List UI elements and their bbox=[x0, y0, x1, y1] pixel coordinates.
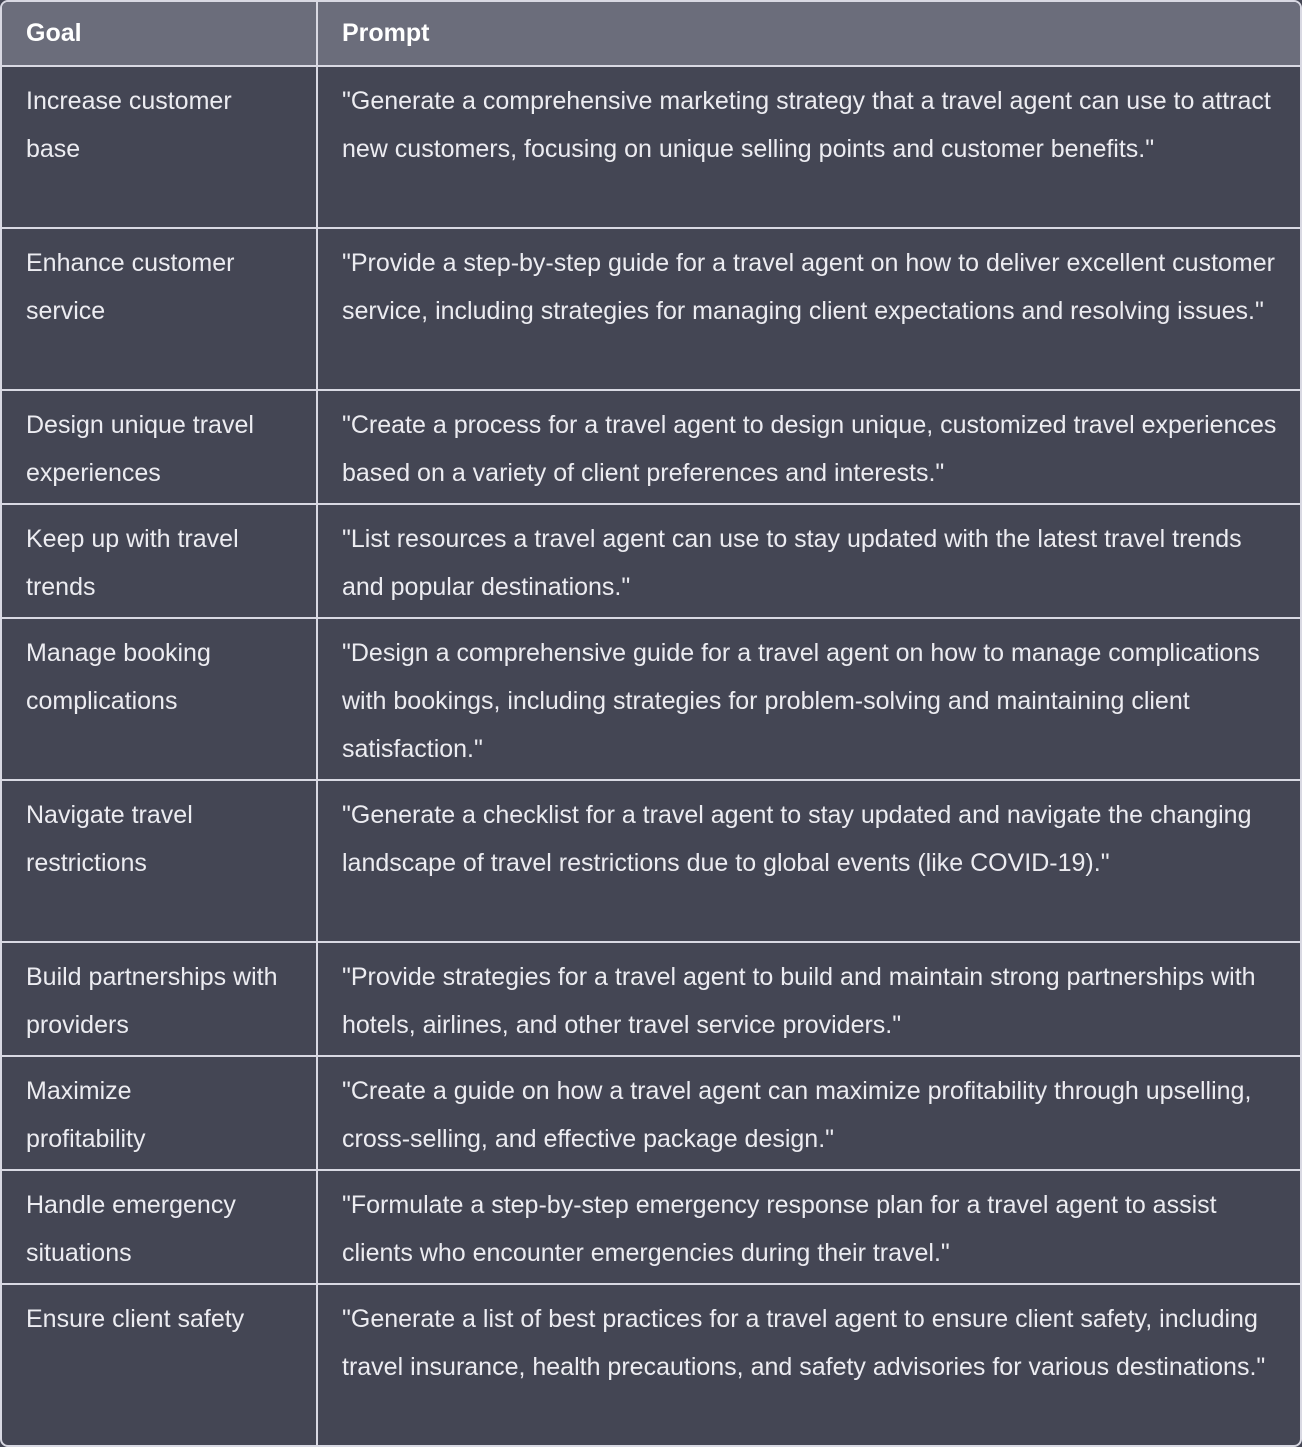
goal-cell: Enhance customer service bbox=[2, 228, 317, 390]
goal-cell: Keep up with travel trends bbox=[2, 504, 317, 618]
table-row bbox=[2, 1056, 1300, 1170]
prompt-cell: "Generate a comprehensive marketing strategy that a travel agent can use to attract new customers, focusing on unique selling points and customer benefits." bbox=[317, 66, 1300, 228]
table-row bbox=[2, 1284, 1300, 1446]
prompt-cell: "Create a process for a travel agent to design unique, customized travel experiences based on a variety of client preferences and interests." bbox=[317, 390, 1300, 504]
table-row bbox=[2, 228, 1300, 390]
goal-cell: Design unique travel experiences bbox=[2, 390, 317, 504]
header-prompt: Prompt bbox=[317, 2, 1300, 66]
table-row bbox=[2, 66, 1300, 228]
goal-cell: Handle emergency situations bbox=[2, 1170, 317, 1284]
prompt-cell: "Formulate a step-by-step emergency response plan for a travel agent to assist clients who encounter emergencies during their travel." bbox=[317, 1170, 1300, 1284]
table-row bbox=[2, 780, 1300, 942]
table-row bbox=[2, 1170, 1300, 1284]
table-row bbox=[2, 618, 1300, 780]
goal-prompt-table bbox=[2, 2, 1300, 1446]
goal-cell: Manage booking complications bbox=[2, 618, 317, 780]
prompt-cell: "Provide a step-by-step guide for a travel agent on how to deliver excellent customer service, including strategies for managing client expectations and resolving issues." bbox=[317, 228, 1300, 390]
goal-cell: Build partnerships with providers bbox=[2, 942, 317, 1056]
table-row bbox=[2, 390, 1300, 504]
table-row bbox=[2, 942, 1300, 1056]
goal-cell: Navigate travel restrictions bbox=[2, 780, 317, 942]
prompt-cell: "Generate a checklist for a travel agent to stay updated and navigate the changing landscape of travel restrictions due to global events (like COVID-19)." bbox=[317, 780, 1300, 942]
header-goal: Goal bbox=[2, 2, 317, 66]
prompt-cell: "Create a guide on how a travel agent can maximize profitability through upselling, cross-selling, and effective package design." bbox=[317, 1056, 1300, 1170]
prompt-cell: "Design a comprehensive guide for a travel agent on how to manage complications with bookings, including strategies for problem-solving and maintaining client satisfaction." bbox=[317, 618, 1300, 780]
prompt-cell: "List resources a travel agent can use to stay updated with the latest travel trends and popular destinations." bbox=[317, 504, 1300, 618]
table-header-row bbox=[2, 2, 1300, 66]
goal-cell: Increase customer base bbox=[26, 87, 232, 163]
goal-cell: Ensure client safety bbox=[2, 1284, 317, 1446]
table-row bbox=[2, 504, 1300, 618]
prompt-cell: "Generate a list of best practices for a travel agent to ensure client safety, including travel insurance, health precautions, and safety advisories for various destinations." bbox=[317, 1284, 1300, 1446]
goal-cell: Maximize profitability bbox=[2, 1056, 317, 1170]
prompt-cell: "Provide strategies for a travel agent to build and maintain strong partnerships with hotels, airlines, and other travel service providers." bbox=[317, 942, 1300, 1056]
